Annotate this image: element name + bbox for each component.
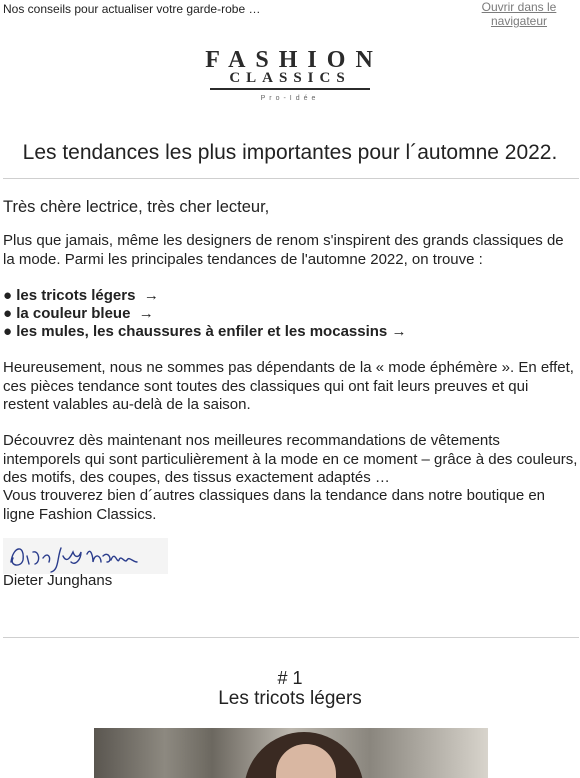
trend-link-2-label: la couleur bleue — [16, 305, 131, 322]
paragraph-2: Heureusement, nous ne sommes pas dépendants de la « mode éphémère ». En effet, ces pièces tendance sont toutes des classiques qui ont fait leurs preuves et qui restent valables au-delà de la saison. — [3, 359, 574, 413]
arrow-right-icon: → — [138, 305, 154, 322]
intro-paragraph: Plus que jamais, même les designers de renom s'inspirent des grands classiques de la mode. Parmi les principales tendances de l'automne 2022, on trouve : — [3, 232, 564, 268]
arrow-right-icon: → — [391, 323, 407, 340]
logo-line-2: CLASSICS — [229, 70, 351, 86]
section-number: # 1 — [277, 668, 303, 688]
signer-name: Dieter Junghans — [3, 572, 113, 589]
handwritten-signature — [3, 538, 168, 574]
section-title: Les tricots légers — [218, 688, 362, 709]
preheader-text: Nos conseils pour actualiser votre garde-robe … — [3, 2, 261, 16]
greeting: Très chère lectrice, très cher lecteur, — [3, 198, 270, 216]
logo-rule — [210, 88, 370, 90]
trend-link-1[interactable]: ● les tricots légers → — [3, 287, 159, 304]
trend-link-2[interactable]: ● la couleur bleue → — [3, 305, 154, 322]
logo-line-1: FASHION — [205, 47, 383, 73]
paragraph-3: Découvrez dès maintenant nos meilleures recommandations de vêtements intemporels qui sont particulièrement à la mode en ce moment – grâce à des couleurs, des motifs, des coupes, des tissus exactement adaptés … — [3, 432, 578, 486]
trend-link-3[interactable]: ● les mules, les chaussures à enfiler et les mocassins → — [3, 323, 407, 340]
divider-section — [3, 637, 579, 638]
trend-link-3-label: les mules, les chaussures à enfiler et les mocassins — [16, 323, 388, 340]
logo-tagline: Pro-Idée — [260, 95, 320, 102]
arrow-right-icon: → — [143, 287, 159, 304]
divider-top — [3, 178, 579, 179]
section-photo[interactable] — [94, 728, 488, 778]
brand-logo[interactable] — [0, 48, 580, 103]
open-in-browser-link[interactable]: Ouvrir dans le navigateur — [481, 0, 557, 28]
paragraph-4: Vous trouverez bien d´autres classiques dans la tendance dans notre boutique en ligne Fashion Classics. — [3, 487, 546, 523]
headline: Les tendances les plus importantes pour l´automne 2022. — [22, 141, 558, 164]
trend-link-1-label: les tricots légers — [16, 287, 136, 304]
